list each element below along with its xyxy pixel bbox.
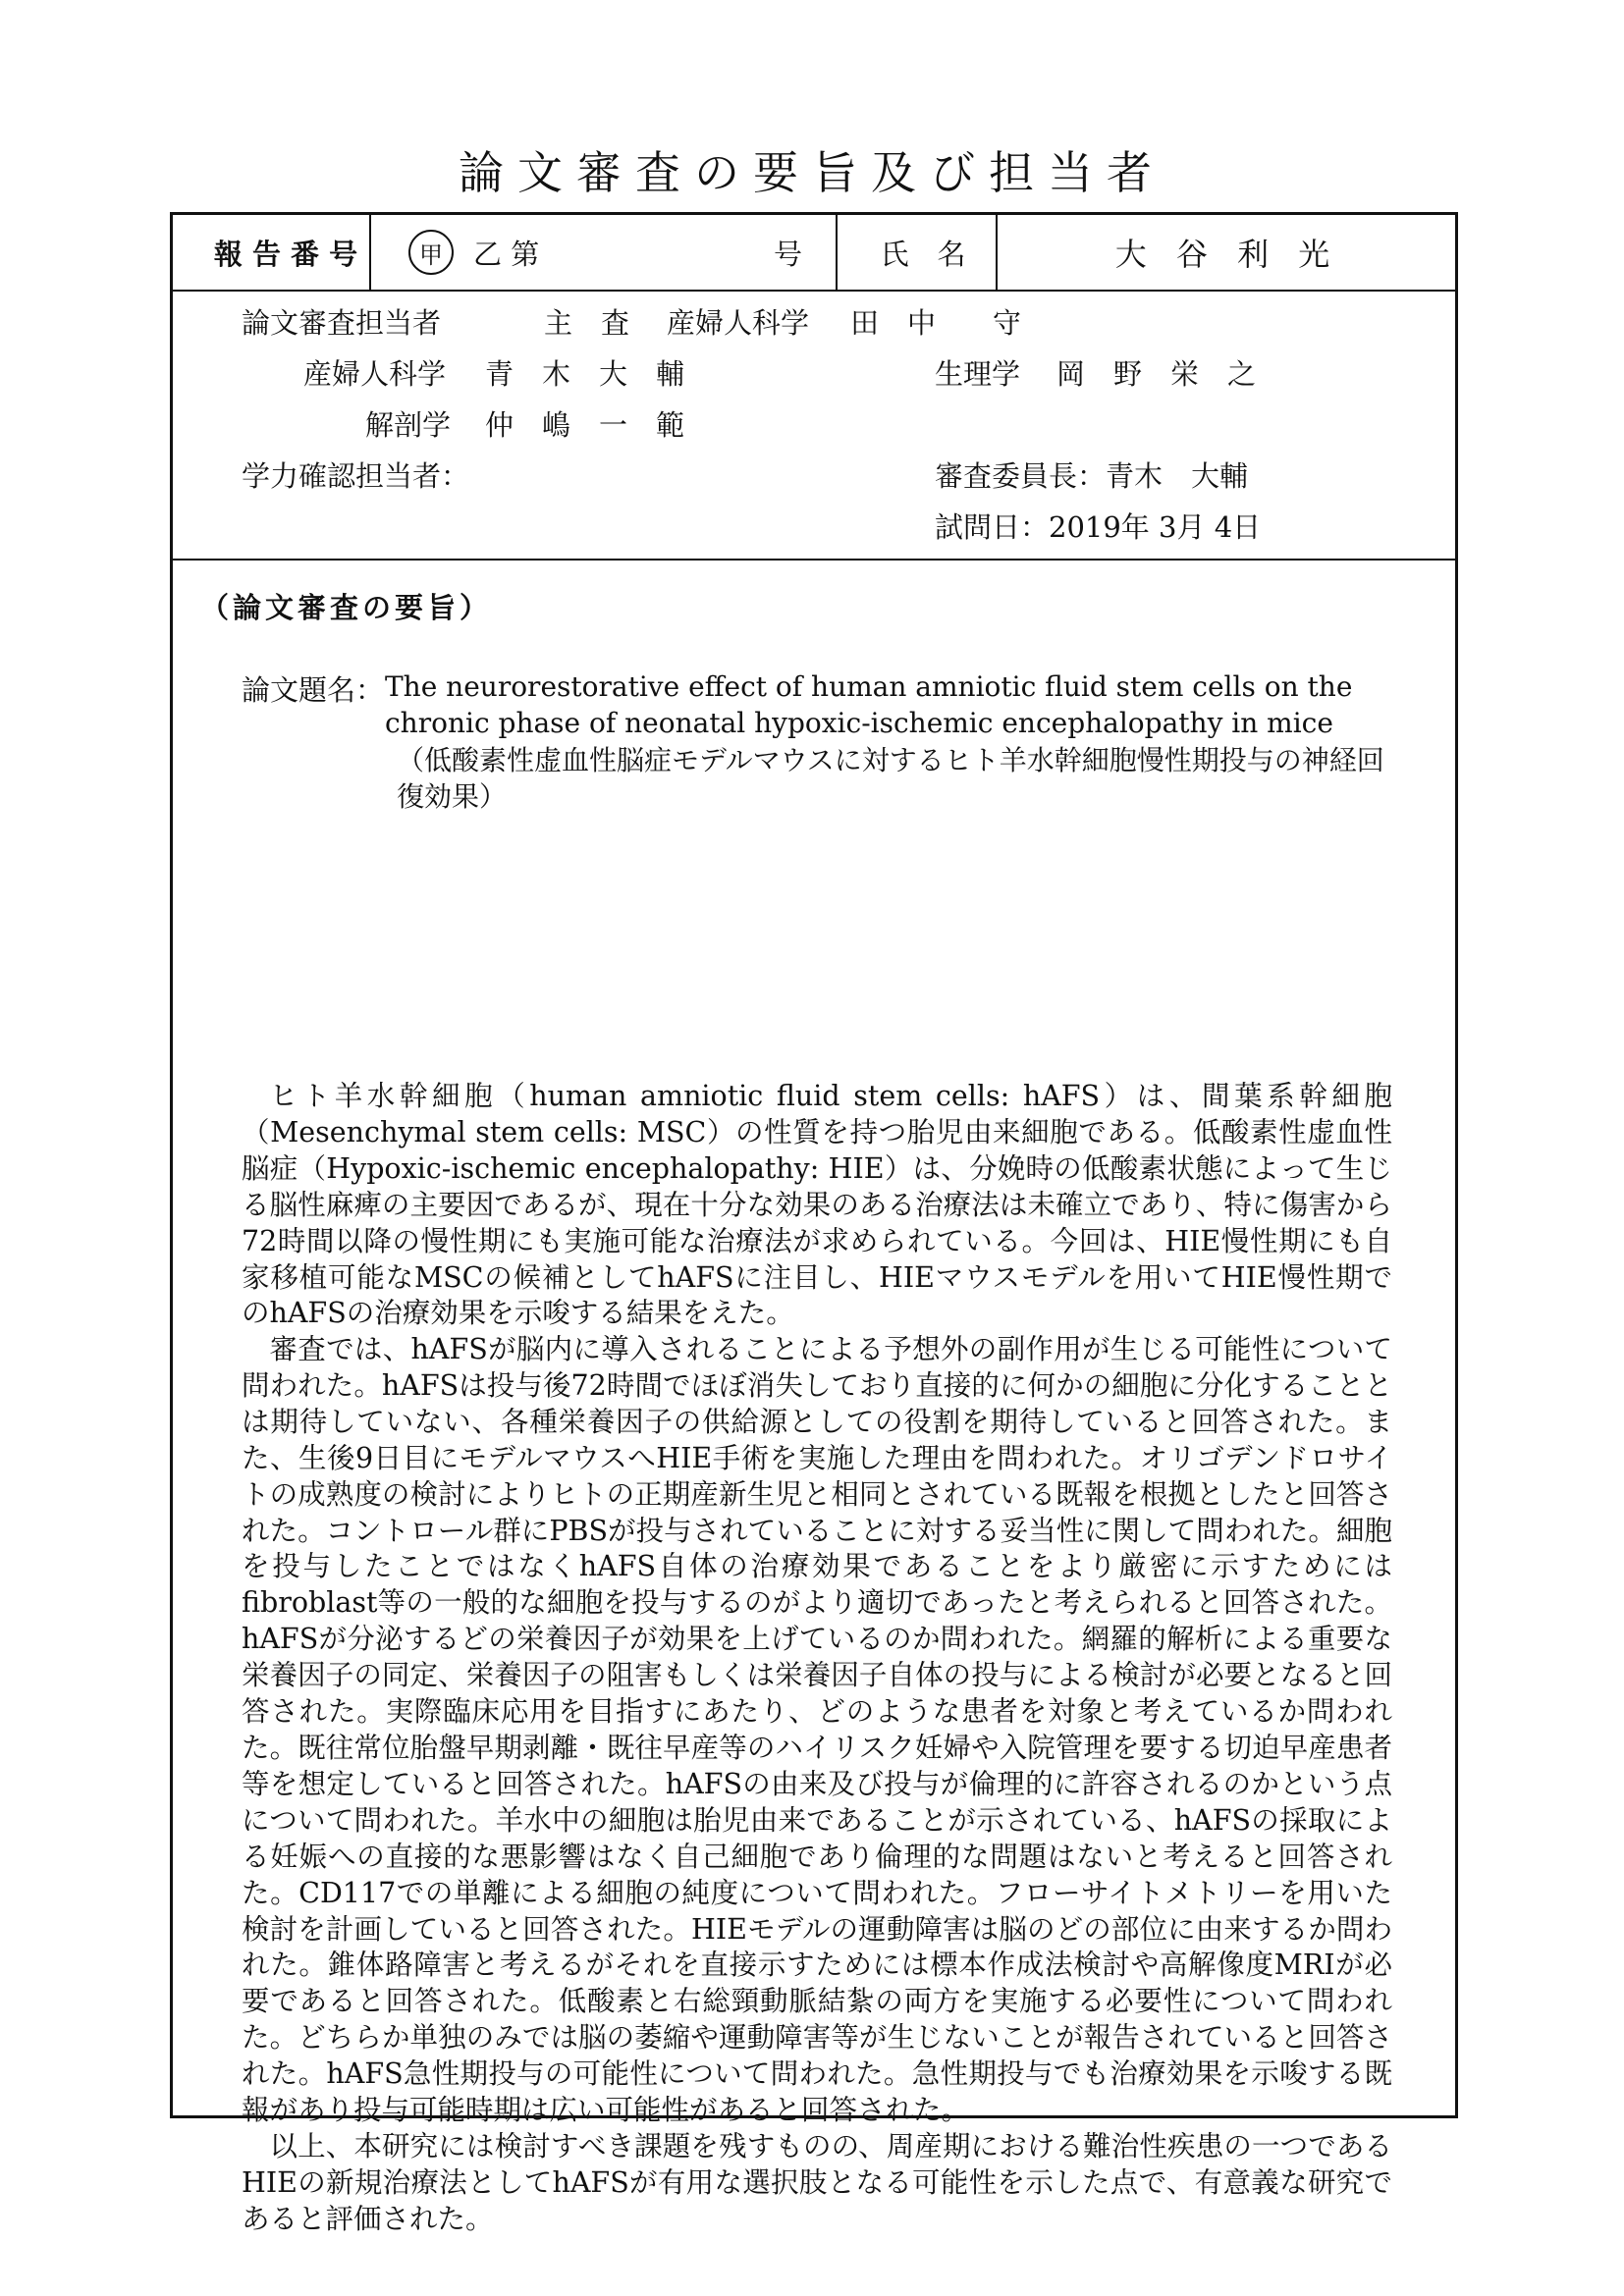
form-frame — [170, 212, 1458, 2235]
paper-title-label: 論文題名： — [242, 673, 385, 707]
paper-title-english: The neurorestorative effect of human amniotic fluid stem cells on the chronic phase of neonatal hypoxic-ischemic encephalopathy in mice — [385, 670, 1353, 739]
committee-chair: 審査委員長：青木 大輔 — [935, 459, 1249, 493]
review-summary-section — [173, 559, 1455, 2235]
divider — [369, 215, 371, 290]
divider — [836, 215, 838, 290]
section-heading: （論文審査の要旨） — [200, 591, 493, 624]
page-title: 論文審査の要旨及び担当者 — [459, 146, 1165, 199]
chief-role: 主 査 — [544, 306, 630, 340]
chief-department: 産婦人科学 — [667, 306, 810, 340]
go-label: 号 — [774, 237, 803, 271]
otsu-dai-label: 乙 第 — [473, 237, 540, 271]
chief-name: 田 中 守 — [850, 306, 1022, 340]
member-3-name: 仲 嶋 一 範 — [485, 408, 685, 442]
exam-date: 試問日：2019年 3月 4日 — [935, 510, 1262, 544]
chief-examiner-label: 論文審査担当者 — [242, 306, 442, 340]
member-2-name: 岡 野 栄 之 — [1056, 357, 1257, 391]
report-number-label: 報 告 番 号 — [213, 237, 358, 271]
header-row — [173, 215, 1455, 292]
name-label: 氏 名 — [880, 237, 966, 271]
member-1-name: 青 木 大 輔 — [485, 357, 685, 391]
academic-confirmation-label: 学力確認担当者： — [242, 459, 470, 493]
member-3-department: 解剖学 — [365, 408, 452, 442]
kou-circled-mark: 甲 — [408, 230, 454, 275]
summary-paragraph: 以上、本研究には検討すべき課題を残すものの、周産期における難治性疾患の一つであるHIEの新規治療法としてhAFSが有用な選択肢となる可能性を示した点で、有意義な研究であると評価された。 — [242, 2130, 1392, 2235]
examiners-section — [173, 290, 1455, 561]
name-value: 大 谷 利 光 — [1114, 236, 1340, 273]
paper-title-japanese: （低酸素性虚血性脳症モデルマウスに対するヒト羊水幹細胞慢性期投与の神経回復効果） — [397, 744, 1384, 813]
report-number-field — [408, 215, 539, 290]
member-2-department: 生理学 — [935, 357, 1021, 391]
summary-paragraph: ヒト羊水幹細胞（human amniotic fluid stem cells: hAFS）は、間葉系幹細胞（Mesenchymal stem cells: MSC）の性質を持つ胎児由来細胞である。低酸素性虚血性脳症（Hypoxic-ischemic encephalopathy: HIE）は、分娩時の低酸素状態によって生じる脳性麻痺の主要因であるが、現在十分な効果のある治療法は未確立であり、特に傷害から72時間以降の慢性期にも実施可能な治療法が求められている。今回は、HIE慢性期にも自家移植可能なMSCの候補としてhAFSに注目し、HIEマウスモデルを用いてHIE慢性期でのhAFSの治療効果を示唆する結果をえた。 — [242, 1080, 1392, 1330]
member-1-department: 産婦人科学 — [303, 357, 447, 391]
summary-paragraph: 審査では、hAFSが脳内に導入されることによる予想外の副作用が生じる可能性について問われた。hAFSは投与後72時間でほぼ消失しており直接的に何かの細胞に分化することとは期待していない、各種栄養因子の供給源としての役割を期待していると回答された。また、生後9日目にモデルマウスへHIE手術を実施した理由を問われた。オリゴデンドロサイトの成熟度の検討によりヒトの正期産新生児と相同とされている既報を根拠としたと回答された。コントロール群にPBSが投与されていることに対する妥当性に関して問われた。細胞を投与したことではなくhAFS自体の治療効果であることをより厳密に示すためにはfibroblast等の一般的な細胞を投与するのがより適切であったと考えられると回答された。hAFSが分泌するどの栄養因子が効果を上げているのか問われた。網羅的解析による重要な栄養因子の同定、栄養因子の阻害もしくは栄養因子自体の投与による検討が必要となると回答された。実際臨床応用を目指すにあたり、どのような患者を対象と考えているか問われた。既往常位胎盤早期剥離・既往早産等のハイリスク妊婦や入院管理を要する切迫早産患者等を想定していると回答された。hAFSの由来及び投与が倫理的に許容されるのかという点について問われた。羊水中の細胞は胎児由来であることが示されている、hAFSの採取による妊娠への直接的な悪影響はなく自己細胞であり倫理的な問題はないと考えると回答された。CD117での単離による細胞の純度について問われた。フローサイトメトリーを用いた検討を計画していると回答された。HIEモデルの運動障害は脳のどの部位に由来するか問われた。錐体路障害と考えるがそれを直接示すためには標本作成法検討や高解像度MRIが必要であると回答された。低酸素と右総頸動脈結紮の両方を実施する必要性について問われた。どちらか単独のみでは脳の萎縮や運動障害等が生じないことが報告されていると回答された。hAFS急性期投与の可能性について問われた。急性期投与でも治療効果を示唆する既報があり投与可能時期は広い可能性があると回答された。 — [242, 1333, 1392, 2127]
